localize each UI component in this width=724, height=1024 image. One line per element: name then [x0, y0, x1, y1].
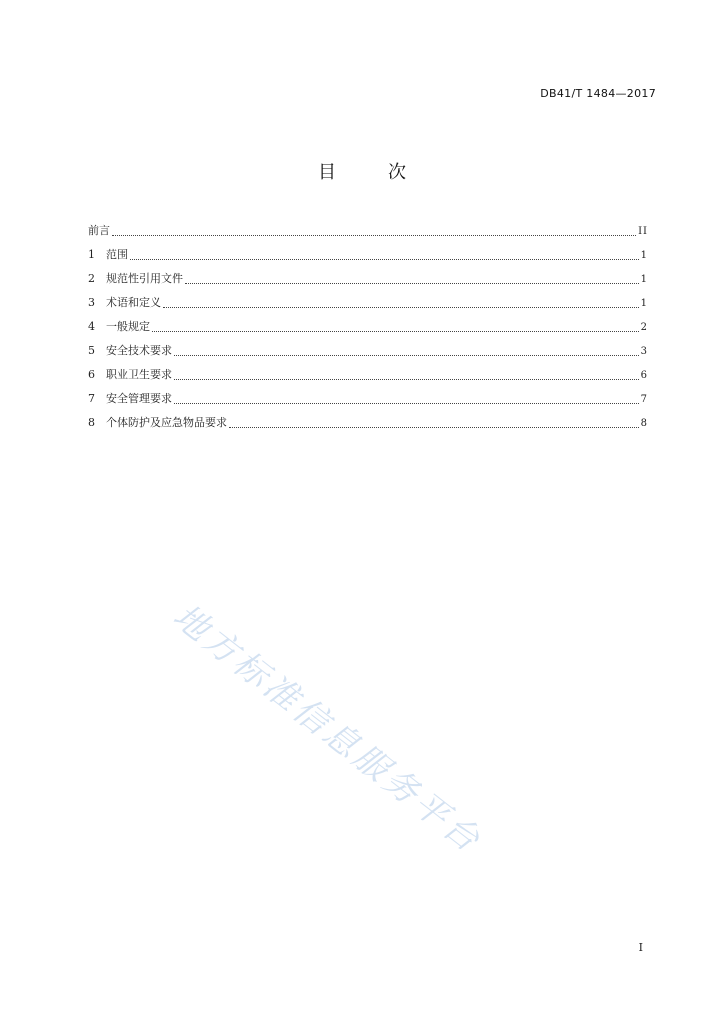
- toc-entry-label: 职业卫生要求: [106, 368, 172, 381]
- toc-entry-number: 3: [88, 296, 95, 309]
- toc-title: [0, 158, 724, 184]
- toc-entry-number: 7: [88, 392, 95, 405]
- toc-entry-page: 7: [640, 394, 648, 405]
- toc-entry[interactable]: [88, 315, 648, 339]
- toc-dot-leader: [112, 235, 636, 236]
- toc-entry-label: 前言: [88, 224, 110, 237]
- table-of-contents: [88, 219, 648, 435]
- toc-entry-number: 6: [88, 368, 95, 381]
- toc-entry[interactable]: [88, 267, 648, 291]
- toc-entry[interactable]: [88, 387, 648, 411]
- toc-entry-label: 安全技术要求: [106, 344, 172, 357]
- toc-entry-label: 术语和定义: [106, 296, 161, 309]
- toc-title-char-2: 次: [388, 162, 406, 183]
- toc-entry-label: 范围: [106, 248, 128, 261]
- toc-entry-number: 8: [88, 416, 95, 429]
- toc-entry-label: 一般规定: [106, 320, 150, 333]
- toc-dot-leader: [174, 403, 639, 404]
- toc-entry-number: 1: [88, 248, 95, 261]
- watermark-text: 地方标准信息服务平台: [165, 596, 490, 862]
- toc-title-char-1: 目: [318, 162, 336, 183]
- toc-entry-label: 规范性引用文件: [106, 272, 183, 285]
- toc-dot-leader: [174, 355, 639, 356]
- toc-entry-page: 1: [640, 250, 648, 261]
- toc-entry-page: 3: [640, 346, 648, 357]
- toc-entry-page: II: [638, 226, 648, 237]
- toc-dot-leader: [185, 283, 639, 284]
- toc-entry[interactable]: [88, 291, 648, 315]
- toc-entry-label: 个体防护及应急物品要求: [106, 416, 227, 429]
- toc-entry[interactable]: [88, 243, 648, 267]
- toc-entry-page: 6: [640, 370, 648, 381]
- toc-dot-leader: [174, 379, 639, 380]
- toc-entry-page: 8: [640, 418, 648, 429]
- toc-entry[interactable]: [88, 363, 648, 387]
- toc-entry-label: 安全管理要求: [106, 392, 172, 405]
- toc-entry-page: 1: [640, 274, 648, 285]
- toc-dot-leader: [229, 427, 639, 428]
- toc-dot-leader: [163, 307, 639, 308]
- toc-entry-page: 1: [640, 298, 648, 309]
- toc-entry-number: 4: [88, 320, 95, 333]
- toc-entry[interactable]: [88, 219, 648, 243]
- toc-dot-leader: [130, 259, 639, 260]
- toc-entry[interactable]: [88, 411, 648, 435]
- toc-entry-number: 2: [88, 272, 95, 285]
- document-code: DB41/T 1484—2017: [540, 87, 656, 100]
- page-number: I: [638, 941, 643, 954]
- toc-entry[interactable]: [88, 339, 648, 363]
- toc-entry-number: 5: [88, 344, 95, 357]
- toc-dot-leader: [152, 331, 639, 332]
- toc-entry-page: 2: [640, 322, 648, 333]
